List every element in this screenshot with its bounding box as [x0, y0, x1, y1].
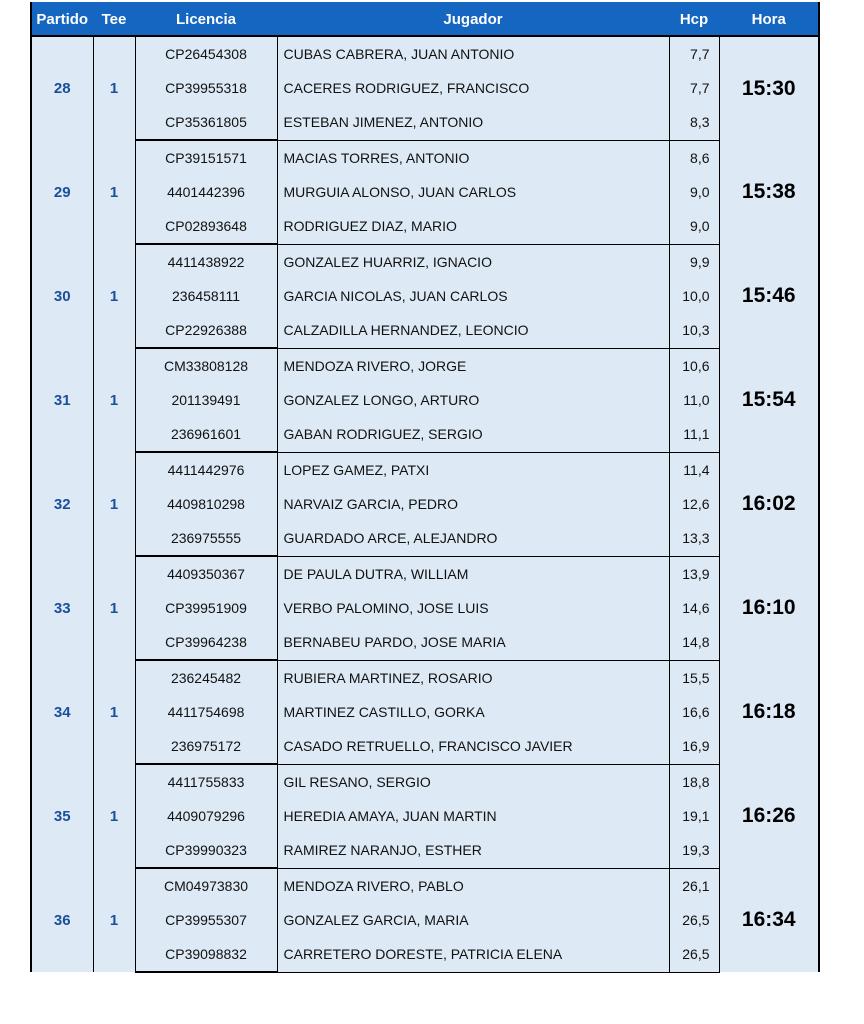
- partido-number: 34: [31, 660, 93, 764]
- jugador-cell: RUBIERA MARTINEZ, ROSARIO: [277, 660, 669, 695]
- player-row: [31, 833, 819, 868]
- hcp-cell: 12,6: [669, 487, 719, 521]
- jugador-cell: ESTEBAN JIMENEZ, ANTONIO: [277, 105, 669, 140]
- table-body: [31, 36, 819, 972]
- player-row: [31, 313, 819, 348]
- player-row: [31, 71, 819, 105]
- hcp-cell: 14,6: [669, 591, 719, 625]
- hora-time: 15:46: [719, 244, 819, 348]
- licencia-cell: CM04973830: [135, 868, 277, 903]
- player-row: [31, 487, 819, 521]
- player-row: [31, 244, 819, 279]
- jugador-cell: MURGUIA ALONSO, JUAN CARLOS: [277, 175, 669, 209]
- player-row: [31, 903, 819, 937]
- player-row: [31, 937, 819, 972]
- player-row: [31, 521, 819, 556]
- licencia-cell: CP39151571: [135, 140, 277, 175]
- hora-time: 16:34: [719, 868, 819, 972]
- jugador-cell: GONZALEZ HUARRIZ, IGNACIO: [277, 244, 669, 279]
- jugador-cell: GONZALEZ GARCIA, MARIA: [277, 903, 669, 937]
- hcp-cell: 26,5: [669, 937, 719, 972]
- jugador-cell: GIL RESANO, SERGIO: [277, 764, 669, 799]
- jugador-cell: GABAN RODRIGUEZ, SERGIO: [277, 417, 669, 452]
- tee-times-sheet: [30, 2, 818, 973]
- licencia-cell: 201139491: [135, 383, 277, 417]
- hcp-cell: 11,0: [669, 383, 719, 417]
- tee-number: 1: [93, 140, 135, 244]
- header-jugador: Jugador: [277, 3, 669, 37]
- player-row: [31, 175, 819, 209]
- licencia-cell: 4411754698: [135, 695, 277, 729]
- player-row: [31, 36, 819, 71]
- licencia-cell: 236245482: [135, 660, 277, 695]
- player-row: [31, 764, 819, 799]
- licencia-cell: CM33808128: [135, 348, 277, 383]
- licencia-cell: 236458111: [135, 279, 277, 313]
- jugador-cell: RAMIREZ NARANJO, ESTHER: [277, 833, 669, 868]
- partido-number: 36: [31, 868, 93, 972]
- hcp-cell: 26,5: [669, 903, 719, 937]
- tee-number: 1: [93, 348, 135, 452]
- hcp-cell: 11,1: [669, 417, 719, 452]
- hora-time: 16:26: [719, 764, 819, 868]
- hora-time: 15:54: [719, 348, 819, 452]
- partido-number: 29: [31, 140, 93, 244]
- jugador-cell: CARRETERO DORESTE, PATRICIA ELENA: [277, 937, 669, 972]
- jugador-cell: MENDOZA RIVERO, JORGE: [277, 348, 669, 383]
- header-hcp: Hcp: [669, 3, 719, 37]
- hcp-cell: 26,1: [669, 868, 719, 903]
- jugador-cell: CASADO RETRUELLO, FRANCISCO JAVIER: [277, 729, 669, 764]
- jugador-cell: MENDOZA RIVERO, PABLO: [277, 868, 669, 903]
- hcp-cell: 10,0: [669, 279, 719, 313]
- jugador-cell: GARCIA NICOLAS, JUAN CARLOS: [277, 279, 669, 313]
- header-tee: Tee: [93, 3, 135, 37]
- hcp-cell: 11,4: [669, 452, 719, 487]
- partido-number: 31: [31, 348, 93, 452]
- player-row: [31, 279, 819, 313]
- hcp-cell: 19,3: [669, 833, 719, 868]
- licencia-cell: 4401442396: [135, 175, 277, 209]
- licencia-cell: CP35361805: [135, 105, 277, 140]
- header-hora: Hora: [719, 3, 819, 37]
- jugador-cell: LOPEZ GAMEZ, PATXI: [277, 452, 669, 487]
- player-row: [31, 383, 819, 417]
- player-row: [31, 868, 819, 903]
- player-row: [31, 452, 819, 487]
- licencia-cell: 4411442976: [135, 452, 277, 487]
- licencia-cell: CP26454308: [135, 36, 277, 71]
- tee-number: 1: [93, 764, 135, 868]
- player-row: [31, 591, 819, 625]
- jugador-cell: GONZALEZ LONGO, ARTURO: [277, 383, 669, 417]
- player-row: [31, 625, 819, 660]
- licencia-cell: 4409079296: [135, 799, 277, 833]
- jugador-cell: CUBAS CABRERA, JUAN ANTONIO: [277, 36, 669, 71]
- hcp-cell: 19,1: [669, 799, 719, 833]
- licencia-cell: CP22926388: [135, 313, 277, 348]
- tee-number: 1: [93, 660, 135, 764]
- partido-number: 35: [31, 764, 93, 868]
- licencia-cell: 4409810298: [135, 487, 277, 521]
- partido-number: 32: [31, 452, 93, 556]
- hcp-cell: 13,3: [669, 521, 719, 556]
- tee-times-table: [30, 2, 820, 973]
- jugador-cell: VERBO PALOMINO, JOSE LUIS: [277, 591, 669, 625]
- jugador-cell: CALZADILLA HERNANDEZ, LEONCIO: [277, 313, 669, 348]
- partido-number: 30: [31, 244, 93, 348]
- header-licencia: Licencia: [135, 3, 277, 37]
- licencia-cell: 236975555: [135, 521, 277, 556]
- hcp-cell: 8,6: [669, 140, 719, 175]
- jugador-cell: NARVAIZ GARCIA, PEDRO: [277, 487, 669, 521]
- jugador-cell: MACIAS TORRES, ANTONIO: [277, 140, 669, 175]
- tee-number: 1: [93, 452, 135, 556]
- licencia-cell: CP39951909: [135, 591, 277, 625]
- licencia-cell: CP39964238: [135, 625, 277, 660]
- licencia-cell: 4411438922: [135, 244, 277, 279]
- hcp-cell: 10,6: [669, 348, 719, 383]
- jugador-cell: DE PAULA DUTRA, WILLIAM: [277, 556, 669, 591]
- player-row: [31, 799, 819, 833]
- hcp-cell: 13,9: [669, 556, 719, 591]
- hora-time: 15:30: [719, 36, 819, 140]
- licencia-cell: 236961601: [135, 417, 277, 452]
- hcp-cell: 16,6: [669, 695, 719, 729]
- header-partido: Partido: [31, 3, 93, 37]
- licencia-cell: CP39955307: [135, 903, 277, 937]
- hcp-cell: 9,9: [669, 244, 719, 279]
- player-row: [31, 556, 819, 591]
- jugador-cell: GUARDADO ARCE, ALEJANDRO: [277, 521, 669, 556]
- licencia-cell: 4411755833: [135, 764, 277, 799]
- licencia-cell: CP39990323: [135, 833, 277, 868]
- jugador-cell: BERNABEU PARDO, JOSE MARIA: [277, 625, 669, 660]
- hcp-cell: 8,3: [669, 105, 719, 140]
- hcp-cell: 9,0: [669, 209, 719, 244]
- player-row: [31, 417, 819, 452]
- player-row: [31, 209, 819, 244]
- jugador-cell: HEREDIA AMAYA, JUAN MARTIN: [277, 799, 669, 833]
- licencia-cell: CP39098832: [135, 937, 277, 972]
- jugador-cell: RODRIGUEZ DIAZ, MARIO: [277, 209, 669, 244]
- hcp-cell: 7,7: [669, 71, 719, 105]
- hora-time: 16:02: [719, 452, 819, 556]
- tee-number: 1: [93, 556, 135, 660]
- player-row: [31, 105, 819, 140]
- licencia-cell: CP39955318: [135, 71, 277, 105]
- tee-number: 1: [93, 244, 135, 348]
- hora-time: 16:10: [719, 556, 819, 660]
- hora-time: 15:38: [719, 140, 819, 244]
- player-row: [31, 695, 819, 729]
- licencia-cell: 236975172: [135, 729, 277, 764]
- hcp-cell: 9,0: [669, 175, 719, 209]
- hora-time: 16:18: [719, 660, 819, 764]
- hcp-cell: 15,5: [669, 660, 719, 695]
- jugador-cell: MARTINEZ CASTILLO, GORKA: [277, 695, 669, 729]
- player-row: [31, 348, 819, 383]
- player-row: [31, 140, 819, 175]
- hcp-cell: 16,9: [669, 729, 719, 764]
- hcp-cell: 7,7: [669, 36, 719, 71]
- tee-number: 1: [93, 36, 135, 140]
- header-row: [31, 3, 819, 37]
- partido-number: 33: [31, 556, 93, 660]
- tee-number: 1: [93, 868, 135, 972]
- hcp-cell: 18,8: [669, 764, 719, 799]
- jugador-cell: CACERES RODRIGUEZ, FRANCISCO: [277, 71, 669, 105]
- hcp-cell: 10,3: [669, 313, 719, 348]
- hcp-cell: 14,8: [669, 625, 719, 660]
- player-row: [31, 729, 819, 764]
- player-row: [31, 660, 819, 695]
- licencia-cell: 4409350367: [135, 556, 277, 591]
- licencia-cell: CP02893648: [135, 209, 277, 244]
- partido-number: 28: [31, 36, 93, 140]
